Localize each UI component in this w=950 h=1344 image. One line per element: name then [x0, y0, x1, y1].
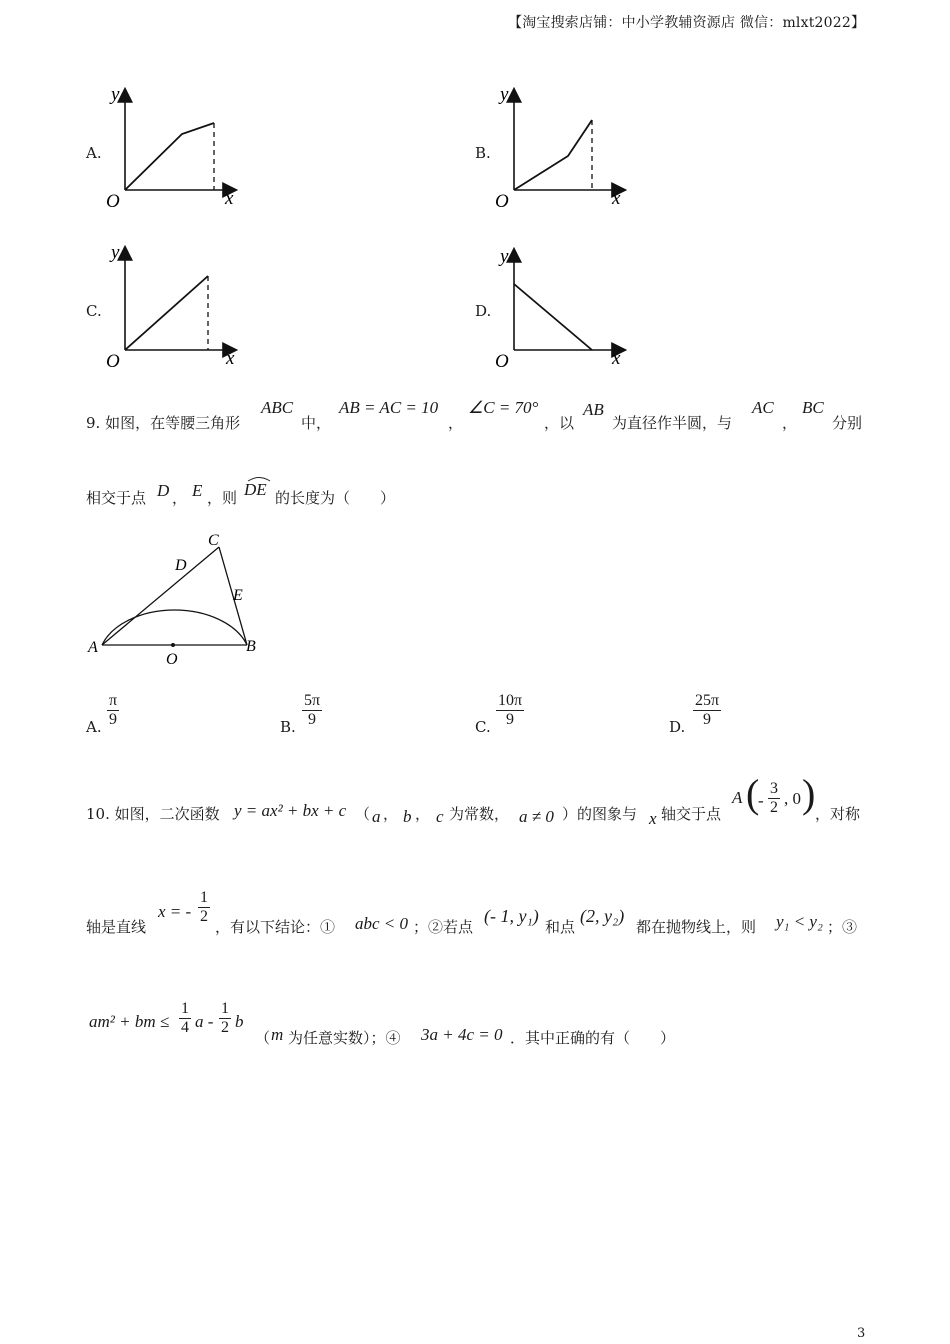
q10-c3-fraction-1: 1 4	[181, 1000, 189, 1036]
q8-c-x-axis: x	[226, 348, 235, 369]
q9-option-b-label: B.	[280, 718, 296, 736]
q10-conclusion-1: abc < 0	[355, 914, 409, 933]
q10-text-10: 和点	[545, 918, 576, 936]
q9-fig-c: C	[208, 532, 219, 549]
q8-d-y-axis: y	[500, 246, 509, 267]
q10-c3-fraction-2: 1 2	[221, 1000, 229, 1036]
q10-conclusion-4: 3a + 4c = 0	[421, 1025, 503, 1044]
q10-a: a	[372, 807, 381, 826]
q9-option-a-value: π 9	[109, 692, 118, 728]
q10-axis-eq: x = -	[158, 902, 192, 921]
q10-x-axis: x	[649, 809, 657, 828]
q9-point-e: E	[192, 481, 203, 500]
q10-comma-1: ，	[383, 805, 399, 823]
q9-text-8: ，	[172, 489, 188, 507]
q10-inequality: y₁ < y₂	[776, 912, 823, 931]
q9-text-7: 相交于点	[86, 489, 147, 507]
q9-fig-o: O	[166, 651, 178, 668]
q8-graph-a	[100, 80, 250, 210]
q10-text-3: 为常数，	[449, 805, 510, 823]
q9-point-d: D	[157, 481, 170, 500]
q10-a-neq-0: a ≠ 0	[519, 807, 554, 826]
q9-fig-e: E	[233, 587, 243, 604]
q8-c-origin: O	[106, 351, 120, 370]
q10-text-8: ，有以下结论：①	[215, 918, 336, 936]
q8-a-origin: O	[106, 191, 120, 210]
q8-d-origin: O	[495, 351, 509, 370]
q9-option-d-label: D.	[669, 718, 686, 736]
q10-c3-b: b	[235, 1012, 244, 1031]
q9-option-d-value: 25π 9	[695, 692, 720, 728]
q8-option-c-label: C.	[86, 302, 102, 320]
q10-text-4: ）的图象与	[562, 805, 638, 823]
q9-ac: AC	[752, 398, 774, 417]
q9-condition-sides: AB = AC = 10	[339, 398, 439, 417]
q9-figure	[80, 525, 280, 670]
q9-text-9: ，则	[207, 489, 238, 507]
header-text: 【淘宝搜索店铺：中小学教辅资源店 微信：mlxt2022】	[508, 15, 866, 31]
q10-text-15: ．其中正确的有（ ）	[510, 1029, 676, 1047]
q10-text-13: （	[255, 1029, 271, 1047]
q9-bc: BC	[802, 398, 824, 417]
q8-b-y-axis: y	[500, 84, 509, 105]
q8-option-a-label: A.	[86, 144, 102, 162]
q10-text-6: ，对称	[815, 805, 861, 823]
q9-triangle-abc: ABC	[261, 398, 294, 417]
q8-option-d-label: D.	[475, 302, 492, 320]
q8-graph-c	[100, 240, 250, 370]
q9-text-5: ，	[782, 414, 798, 432]
page-number: 3	[857, 1326, 866, 1341]
q9-option-b-value: 5π 9	[304, 692, 321, 728]
q9-ab: AB	[583, 400, 604, 419]
q10-point-1: (- 1, y₁)	[484, 906, 539, 926]
q10-point-2: (2, y₂)	[580, 906, 625, 926]
q9-text-10: 的长度为（ ）	[275, 489, 396, 507]
q10-function: y = ax² + bx + c	[234, 801, 347, 820]
q8-graph-d	[489, 240, 639, 370]
q10-b: b	[403, 807, 412, 826]
q9-number: 9. 如图，在等腰三角形	[86, 414, 241, 432]
q10-c3-mid: a -	[195, 1012, 214, 1031]
q10-text-9: ；②若点	[413, 918, 474, 936]
q9-option-c-label: C.	[475, 718, 491, 736]
q8-d-x-axis: x	[612, 348, 621, 369]
q10-m: m	[271, 1025, 284, 1044]
q10-text-5: 轴交于点	[661, 805, 722, 823]
q10-comma-2: ，	[415, 805, 431, 823]
q8-c-y-axis: y	[111, 242, 120, 263]
q10-text-2: （	[355, 805, 371, 823]
q9-text-3: ，以	[544, 414, 575, 432]
q10-text-14: 为任意实数）；④	[288, 1029, 401, 1047]
q10-number: 10. 如图，二次函数	[86, 805, 220, 823]
q8-a-y-axis: y	[111, 84, 120, 105]
q8-graph-b	[489, 80, 639, 210]
q10-text-11: 都在抛物线上，则	[636, 918, 757, 936]
q8-a-x-axis: x	[225, 188, 234, 209]
q9-fig-d: D	[175, 557, 187, 574]
q9-fig-b: B	[246, 638, 256, 655]
q9-text-2: 中，	[301, 414, 332, 432]
q9-fig-a: A	[88, 639, 98, 656]
q9-option-a-label: A.	[86, 718, 102, 736]
q8-b-origin: O	[495, 191, 509, 210]
q9-condition-angle: ∠C = 70°	[468, 398, 539, 417]
q8-option-b-label: B.	[475, 144, 491, 162]
q8-b-x-axis: x	[612, 188, 621, 209]
q9-comma: ，	[448, 414, 464, 432]
q10-axis-fraction: 1 2	[200, 889, 208, 925]
q10-point-a: A ( - 3 2 , 0 )	[732, 771, 816, 816]
q9-text-4: 为直径作半圆，与	[612, 414, 733, 432]
q10-c: c	[436, 807, 444, 826]
q10-conclusion-3-left: am² + bm ≤	[89, 1012, 170, 1031]
q9-option-c-value: 10π 9	[498, 692, 523, 728]
q10-text-12: ；③	[827, 918, 858, 936]
q10-text-7: 轴是直线	[86, 918, 147, 936]
q9-text-6: 分别	[832, 414, 863, 432]
